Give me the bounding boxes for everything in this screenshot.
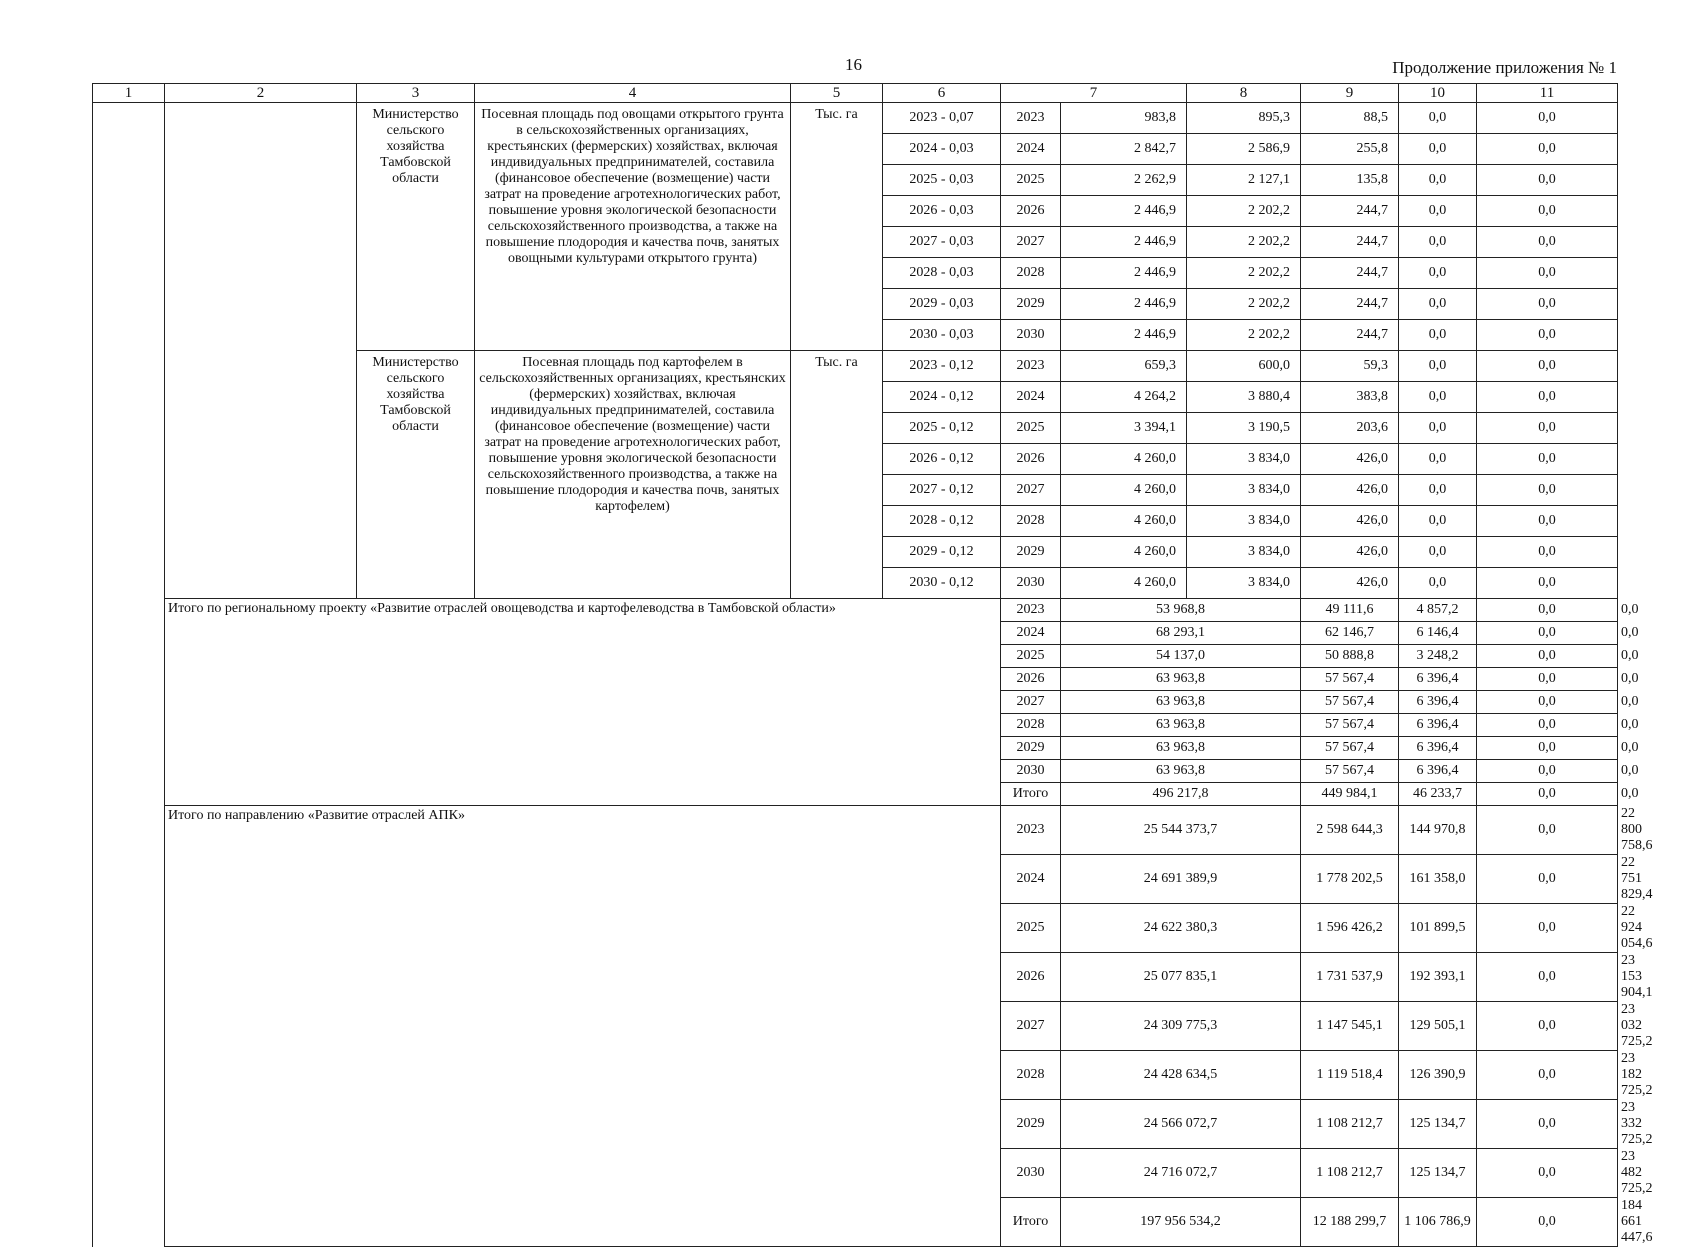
totals-row: 2026 25 077 835,1 1 731 537,9 192 393,1 0,0 23 153 904,1 bbox=[93, 953, 1618, 1002]
year: 2027 bbox=[1001, 1002, 1061, 1051]
target-value: 2030 - 0,03 bbox=[883, 320, 1001, 351]
federal-amount: 12 188 299,7 bbox=[1301, 1198, 1399, 1247]
totals-row: Итого 197 956 534,2 12 188 299,7 1 106 786,9 0,0 184 661 447,6 bbox=[93, 1198, 1618, 1247]
column-header-1: 1 bbox=[93, 84, 165, 103]
federal-amount: 57 567,4 bbox=[1301, 668, 1399, 691]
target-value: 2027 - 0,12 bbox=[883, 475, 1001, 506]
extrabudget-amount: 0,0 bbox=[1477, 475, 1618, 506]
totals-row: 2024 24 691 389,9 1 778 202,5 161 358,0 0,0 22 751 829,4 bbox=[93, 855, 1618, 904]
year: 2023 bbox=[1001, 103, 1061, 134]
federal-amount: 1 778 202,5 bbox=[1301, 855, 1399, 904]
totals-row: 2026 63 963,8 57 567,4 6 396,4 0,0 0,0 bbox=[93, 668, 1618, 691]
total-amount: 25 544 373,7 bbox=[1061, 806, 1301, 855]
year: 2023 bbox=[1001, 599, 1061, 622]
total-amount: 24 716 072,7 bbox=[1061, 1149, 1301, 1198]
indicator-description: Посевная площадь под картофелем в сельскохозяйственных организациях, крестьянских (фермерских) хозяйствах, включая индивидуальных предпринимателей, составила (финансовое обеспечение (возмещение) части затрат на проведение агротехнологических работ, повышение уровня экологической безопасности сельскохозяйственного производства, а также на повышение плодородия и качества почв, занятых картофелем) bbox=[475, 351, 791, 599]
federal-amount: 1 147 545,1 bbox=[1301, 1002, 1399, 1051]
year: 2025 bbox=[1001, 904, 1061, 953]
target-value: 2028 - 0,12 bbox=[883, 506, 1001, 537]
extrabudget-amount: 0,0 bbox=[1477, 537, 1618, 568]
total-amount: 24 622 380,3 bbox=[1061, 904, 1301, 953]
totals-row: 2029 24 566 072,7 1 108 212,7 125 134,7 0,0 23 332 725,2 bbox=[93, 1100, 1618, 1149]
federal-amount: 57 567,4 bbox=[1301, 760, 1399, 783]
federal-amount: 2 202,2 bbox=[1187, 258, 1301, 289]
municipal-amount: 0,0 bbox=[1399, 475, 1477, 506]
target-value: 2026 - 0,12 bbox=[883, 444, 1001, 475]
municipal-amount: 0,0 bbox=[1477, 691, 1618, 714]
total-amount: 4 260,0 bbox=[1061, 444, 1187, 475]
extrabudget-amount: 0,0 bbox=[1477, 568, 1618, 599]
extrabudget-amount: 0,0 bbox=[1477, 103, 1618, 134]
municipal-amount: 0,0 bbox=[1477, 668, 1618, 691]
federal-amount: 3 834,0 bbox=[1187, 475, 1301, 506]
year: 2026 bbox=[1001, 668, 1061, 691]
table-body bbox=[93, 84, 1653, 1247]
year: 2030 bbox=[1001, 760, 1061, 783]
regional-amount: 101 899,5 bbox=[1399, 904, 1477, 953]
regional-amount: 135,8 bbox=[1301, 165, 1399, 196]
year: 2024 bbox=[1001, 134, 1061, 165]
federal-amount: 1 596 426,2 bbox=[1301, 904, 1399, 953]
year: 2024 bbox=[1001, 382, 1061, 413]
federal-amount: 3 190,5 bbox=[1187, 413, 1301, 444]
federal-amount: 2 586,9 bbox=[1187, 134, 1301, 165]
totals-row: 2025 54 137,0 50 888,8 3 248,2 0,0 0,0 bbox=[93, 645, 1618, 668]
federal-amount: 3 834,0 bbox=[1187, 506, 1301, 537]
target-value: 2025 - 0,12 bbox=[883, 413, 1001, 444]
municipal-amount: 0,0 bbox=[1477, 737, 1618, 760]
regional-amount: 426,0 bbox=[1301, 537, 1399, 568]
total-amount: 4 260,0 bbox=[1061, 475, 1187, 506]
extrabudget-amount: 0,0 bbox=[1477, 196, 1618, 227]
totals-label: Итого по направлению «Развитие отраслей АПК» bbox=[165, 806, 1001, 1247]
municipal-amount: 0,0 bbox=[1399, 258, 1477, 289]
year: 2029 bbox=[1001, 289, 1061, 320]
year: 2027 bbox=[1001, 691, 1061, 714]
total-amount: 2 842,7 bbox=[1061, 134, 1187, 165]
year: 2023 bbox=[1001, 351, 1061, 382]
year: 2025 bbox=[1001, 645, 1061, 668]
federal-amount: 57 567,4 bbox=[1301, 691, 1399, 714]
municipal-amount: 0,0 bbox=[1399, 134, 1477, 165]
year: 2025 bbox=[1001, 165, 1061, 196]
federal-amount: 57 567,4 bbox=[1301, 714, 1399, 737]
extrabudget-amount: 0,0 bbox=[1477, 289, 1618, 320]
continuation-label: Продолжение приложения № 1 bbox=[1392, 58, 1617, 77]
year: 2024 bbox=[1001, 622, 1061, 645]
regional-amount: 203,6 bbox=[1301, 413, 1399, 444]
target-value: 2029 - 0,12 bbox=[883, 537, 1001, 568]
regional-amount: 144 970,8 bbox=[1399, 806, 1477, 855]
municipal-amount: 0,0 bbox=[1477, 1149, 1618, 1198]
year: Итого bbox=[1001, 1198, 1061, 1247]
total-amount: 68 293,1 bbox=[1061, 622, 1301, 645]
regional-amount: 244,7 bbox=[1301, 196, 1399, 227]
column-header-6: 6 bbox=[883, 84, 1001, 103]
total-amount: 4 260,0 bbox=[1061, 568, 1187, 599]
target-value: 2024 - 0,12 bbox=[883, 382, 1001, 413]
extrabudget-amount: 0,0 bbox=[1477, 320, 1618, 351]
municipal-amount: 0,0 bbox=[1477, 1100, 1618, 1149]
total-amount: 2 446,9 bbox=[1061, 320, 1187, 351]
total-amount: 4 264,2 bbox=[1061, 382, 1187, 413]
regional-amount: 129 505,1 bbox=[1399, 1002, 1477, 1051]
totals-row: 2030 63 963,8 57 567,4 6 396,4 0,0 0,0 bbox=[93, 760, 1618, 783]
col2-cell bbox=[165, 103, 357, 351]
total-amount: 63 963,8 bbox=[1061, 760, 1301, 783]
federal-amount: 3 834,0 bbox=[1187, 444, 1301, 475]
year: 2026 bbox=[1001, 196, 1061, 227]
target-value: 2027 - 0,03 bbox=[883, 227, 1001, 258]
federal-amount: 1 108 212,7 bbox=[1301, 1100, 1399, 1149]
extrabudget-amount: 0,0 bbox=[1477, 444, 1618, 475]
extrabudget-amount: 0,0 bbox=[1477, 382, 1618, 413]
indicator-description: Посевная площадь под овощами открытого грунта в сельскохозяйственных организациях, крестьянских (фермерских) хозяйствах, включая индивидуальных предпринимателей, составила (финансовое обеспечение (возмещение) части затрат на проведение агротехнологических работ, повышение уровня экологической безопасности сельскохозяйственного производства, а также на повышение плодородия и качества почв, занятых овощными культурами открытого грунта) bbox=[475, 103, 791, 351]
year: 2030 bbox=[1001, 1149, 1061, 1198]
federal-amount: 449 984,1 bbox=[1301, 783, 1399, 806]
unit-of-measure: Тыс. га bbox=[791, 103, 883, 351]
table-row bbox=[93, 103, 1618, 134]
municipal-amount: 0,0 bbox=[1399, 506, 1477, 537]
extrabudget-amount: 0,0 bbox=[1477, 134, 1618, 165]
municipal-amount: 0,0 bbox=[1477, 760, 1618, 783]
year: 2027 bbox=[1001, 475, 1061, 506]
target-value: 2024 - 0,03 bbox=[883, 134, 1001, 165]
totals-row: Итого по направлению «Развитие отраслей АПК» 2023 25 544 373,7 2 598 644,3 144 970,8 0,0 22 800 758,6 bbox=[93, 806, 1618, 855]
municipal-amount: 0,0 bbox=[1477, 855, 1618, 904]
year: 2024 bbox=[1001, 855, 1061, 904]
regional-amount: 244,7 bbox=[1301, 227, 1399, 258]
column-header-11: 11 bbox=[1477, 84, 1618, 103]
extrabudget-amount: 0,0 bbox=[1477, 506, 1618, 537]
federal-amount: 3 834,0 bbox=[1187, 568, 1301, 599]
total-amount: 4 260,0 bbox=[1061, 506, 1187, 537]
total-amount: 25 077 835,1 bbox=[1061, 953, 1301, 1002]
municipal-amount: 0,0 bbox=[1399, 568, 1477, 599]
municipal-amount: 0,0 bbox=[1399, 103, 1477, 134]
total-amount: 53 968,8 bbox=[1061, 599, 1301, 622]
municipal-amount: 0,0 bbox=[1477, 714, 1618, 737]
federal-amount: 1 119 518,4 bbox=[1301, 1051, 1399, 1100]
regional-amount: 6 396,4 bbox=[1399, 714, 1477, 737]
regional-amount: 255,8 bbox=[1301, 134, 1399, 165]
regional-amount: 1 106 786,9 bbox=[1399, 1198, 1477, 1247]
federal-amount: 895,3 bbox=[1187, 103, 1301, 134]
column-header-5: 5 bbox=[791, 84, 883, 103]
target-value: 2023 - 0,07 bbox=[883, 103, 1001, 134]
col2-cell bbox=[165, 351, 357, 599]
regional-amount: 6 146,4 bbox=[1399, 622, 1477, 645]
unit-of-measure: Тыс. га bbox=[791, 351, 883, 599]
year: 2029 bbox=[1001, 1100, 1061, 1149]
responsible-org: Министерство сельского хозяйства Тамбовской области bbox=[357, 351, 475, 599]
column-header-10: 10 bbox=[1399, 84, 1477, 103]
year: 2030 bbox=[1001, 320, 1061, 351]
total-amount: 496 217,8 bbox=[1061, 783, 1301, 806]
municipal-amount: 0,0 bbox=[1399, 444, 1477, 475]
federal-amount: 2 202,2 bbox=[1187, 196, 1301, 227]
extrabudget-amount: 0,0 bbox=[1477, 413, 1618, 444]
year: 2030 bbox=[1001, 568, 1061, 599]
extrabudget-amount: 0,0 bbox=[1477, 258, 1618, 289]
municipal-amount: 0,0 bbox=[1399, 320, 1477, 351]
municipal-amount: 0,0 bbox=[1399, 196, 1477, 227]
table-row bbox=[93, 351, 1618, 382]
total-amount: 24 309 775,3 bbox=[1061, 1002, 1301, 1051]
municipal-amount: 0,0 bbox=[1399, 227, 1477, 258]
totals-row: Итого по региональному проекту «Развитие отраслей овощеводства и картофелеводства в Тамбовской области» 2023 53 968,8 49 111,6 4 857,2 0,0 0,0 bbox=[93, 599, 1618, 622]
total-amount: 2 446,9 bbox=[1061, 289, 1187, 320]
municipal-amount: 0,0 bbox=[1477, 953, 1618, 1002]
municipal-amount: 0,0 bbox=[1399, 289, 1477, 320]
totals-row: 2027 63 963,8 57 567,4 6 396,4 0,0 0,0 bbox=[93, 691, 1618, 714]
header-row bbox=[93, 84, 1618, 103]
regional-amount: 4 857,2 bbox=[1399, 599, 1477, 622]
year: 2028 bbox=[1001, 714, 1061, 737]
federal-amount: 3 834,0 bbox=[1187, 537, 1301, 568]
totals-row: 2028 24 428 634,5 1 119 518,4 126 390,9 0,0 23 182 725,2 bbox=[93, 1051, 1618, 1100]
year: 2028 bbox=[1001, 1051, 1061, 1100]
responsible-org: Министерство сельского хозяйства Тамбовской области bbox=[357, 103, 475, 351]
municipal-amount: 0,0 bbox=[1399, 165, 1477, 196]
totals-row: 2028 63 963,8 57 567,4 6 396,4 0,0 0,0 bbox=[93, 714, 1618, 737]
municipal-amount: 0,0 bbox=[1399, 382, 1477, 413]
year: 2029 bbox=[1001, 737, 1061, 760]
regional-amount: 426,0 bbox=[1301, 444, 1399, 475]
extrabudget-amount: 0,0 bbox=[1477, 165, 1618, 196]
regional-amount: 6 396,4 bbox=[1399, 737, 1477, 760]
municipal-amount: 0,0 bbox=[1477, 622, 1618, 645]
federal-amount: 1 731 537,9 bbox=[1301, 953, 1399, 1002]
total-amount: 2 446,9 bbox=[1061, 227, 1187, 258]
federal-amount: 57 567,4 bbox=[1301, 737, 1399, 760]
regional-amount: 3 248,2 bbox=[1399, 645, 1477, 668]
regional-amount: 383,8 bbox=[1301, 382, 1399, 413]
page-number: 16 bbox=[845, 55, 862, 74]
extrabudget-amount: 0,0 bbox=[1477, 351, 1618, 382]
regional-amount: 426,0 bbox=[1301, 475, 1399, 506]
total-amount: 659,3 bbox=[1061, 351, 1187, 382]
federal-amount: 2 202,2 bbox=[1187, 227, 1301, 258]
totals-label: Итого по региональному проекту «Развитие отраслей овощеводства и картофелеводства в Тамбовской области» bbox=[165, 599, 1001, 806]
federal-amount: 49 111,6 bbox=[1301, 599, 1399, 622]
federal-amount: 2 598 644,3 bbox=[1301, 806, 1399, 855]
totals-row: 2027 24 309 775,3 1 147 545,1 129 505,1 0,0 23 032 725,2 bbox=[93, 1002, 1618, 1051]
regional-amount: 244,7 bbox=[1301, 289, 1399, 320]
year: 2028 bbox=[1001, 258, 1061, 289]
regional-amount: 244,7 bbox=[1301, 320, 1399, 351]
federal-amount: 62 146,7 bbox=[1301, 622, 1399, 645]
regional-amount: 192 393,1 bbox=[1399, 953, 1477, 1002]
column-header-8: 8 bbox=[1187, 84, 1301, 103]
col1-cell bbox=[93, 351, 165, 599]
total-amount: 24 566 072,7 bbox=[1061, 1100, 1301, 1149]
target-value: 2029 - 0,03 bbox=[883, 289, 1001, 320]
total-amount: 24 691 389,9 bbox=[1061, 855, 1301, 904]
total-amount: 63 963,8 bbox=[1061, 668, 1301, 691]
regional-amount: 426,0 bbox=[1301, 568, 1399, 599]
municipal-amount: 0,0 bbox=[1477, 1198, 1618, 1247]
regional-amount: 6 396,4 bbox=[1399, 691, 1477, 714]
regional-amount: 88,5 bbox=[1301, 103, 1399, 134]
column-header-3: 3 bbox=[357, 84, 475, 103]
regional-amount: 125 134,7 bbox=[1399, 1100, 1477, 1149]
total-amount: 63 963,8 bbox=[1061, 714, 1301, 737]
municipal-amount: 0,0 bbox=[1477, 599, 1618, 622]
year: 2026 bbox=[1001, 444, 1061, 475]
municipal-amount: 0,0 bbox=[1477, 904, 1618, 953]
year: Итого bbox=[1001, 783, 1061, 806]
total-amount: 983,8 bbox=[1061, 103, 1187, 134]
federal-amount: 3 880,4 bbox=[1187, 382, 1301, 413]
municipal-amount: 0,0 bbox=[1477, 806, 1618, 855]
year: 2029 bbox=[1001, 537, 1061, 568]
target-value: 2030 - 0,12 bbox=[883, 568, 1001, 599]
federal-amount: 2 202,2 bbox=[1187, 289, 1301, 320]
year: 2026 bbox=[1001, 953, 1061, 1002]
regional-amount: 161 358,0 bbox=[1399, 855, 1477, 904]
regional-amount: 46 233,7 bbox=[1399, 783, 1477, 806]
total-amount: 2 446,9 bbox=[1061, 196, 1187, 227]
federal-amount: 2 127,1 bbox=[1187, 165, 1301, 196]
municipal-amount: 0,0 bbox=[1477, 645, 1618, 668]
year: 2027 bbox=[1001, 227, 1061, 258]
municipal-amount: 0,0 bbox=[1477, 783, 1618, 806]
total-amount: 4 260,0 bbox=[1061, 537, 1187, 568]
column-header-7: 7 bbox=[1001, 84, 1187, 103]
federal-amount: 600,0 bbox=[1187, 351, 1301, 382]
total-amount: 24 428 634,5 bbox=[1061, 1051, 1301, 1100]
target-value: 2023 - 0,12 bbox=[883, 351, 1001, 382]
total-amount: 2 262,9 bbox=[1061, 165, 1187, 196]
municipal-amount: 0,0 bbox=[1399, 537, 1477, 568]
municipal-amount: 0,0 bbox=[1399, 413, 1477, 444]
budget-table bbox=[92, 83, 1653, 1247]
total-amount: 197 956 534,2 bbox=[1061, 1198, 1301, 1247]
municipal-amount: 0,0 bbox=[1477, 1002, 1618, 1051]
extrabudget-amount: 0,0 bbox=[1477, 227, 1618, 258]
federal-amount: 1 108 212,7 bbox=[1301, 1149, 1399, 1198]
totals-row: 2025 24 622 380,3 1 596 426,2 101 899,5 0,0 22 924 054,6 bbox=[93, 904, 1618, 953]
total-amount: 3 394,1 bbox=[1061, 413, 1187, 444]
year: 2028 bbox=[1001, 506, 1061, 537]
column-header-9: 9 bbox=[1301, 84, 1399, 103]
regional-amount: 426,0 bbox=[1301, 506, 1399, 537]
regional-amount: 125 134,7 bbox=[1399, 1149, 1477, 1198]
federal-amount: 50 888,8 bbox=[1301, 645, 1399, 668]
target-value: 2026 - 0,03 bbox=[883, 196, 1001, 227]
totals-row: 2029 63 963,8 57 567,4 6 396,4 0,0 0,0 bbox=[93, 737, 1618, 760]
regional-amount: 6 396,4 bbox=[1399, 668, 1477, 691]
total-amount: 63 963,8 bbox=[1061, 691, 1301, 714]
regional-amount: 244,7 bbox=[1301, 258, 1399, 289]
year: 2025 bbox=[1001, 413, 1061, 444]
target-value: 2028 - 0,03 bbox=[883, 258, 1001, 289]
municipal-amount: 0,0 bbox=[1477, 1051, 1618, 1100]
column-header-4: 4 bbox=[475, 84, 791, 103]
target-value: 2025 - 0,03 bbox=[883, 165, 1001, 196]
total-amount: 63 963,8 bbox=[1061, 737, 1301, 760]
col1-cell bbox=[93, 806, 165, 1247]
totals-row: Итого 496 217,8 449 984,1 46 233,7 0,0 0,0 bbox=[93, 783, 1618, 806]
col1-cell bbox=[93, 103, 165, 351]
regional-amount: 126 390,9 bbox=[1399, 1051, 1477, 1100]
year: 2023 bbox=[1001, 806, 1061, 855]
municipal-amount: 0,0 bbox=[1399, 351, 1477, 382]
col1-cell bbox=[93, 599, 165, 806]
total-amount: 54 137,0 bbox=[1061, 645, 1301, 668]
regional-amount: 59,3 bbox=[1301, 351, 1399, 382]
totals-row: 2024 68 293,1 62 146,7 6 146,4 0,0 0,0 bbox=[93, 622, 1618, 645]
total-amount: 2 446,9 bbox=[1061, 258, 1187, 289]
totals-row: 2030 24 716 072,7 1 108 212,7 125 134,7 0,0 23 482 725,2 bbox=[93, 1149, 1618, 1198]
federal-amount: 2 202,2 bbox=[1187, 320, 1301, 351]
regional-amount: 6 396,4 bbox=[1399, 760, 1477, 783]
column-header-2: 2 bbox=[165, 84, 357, 103]
